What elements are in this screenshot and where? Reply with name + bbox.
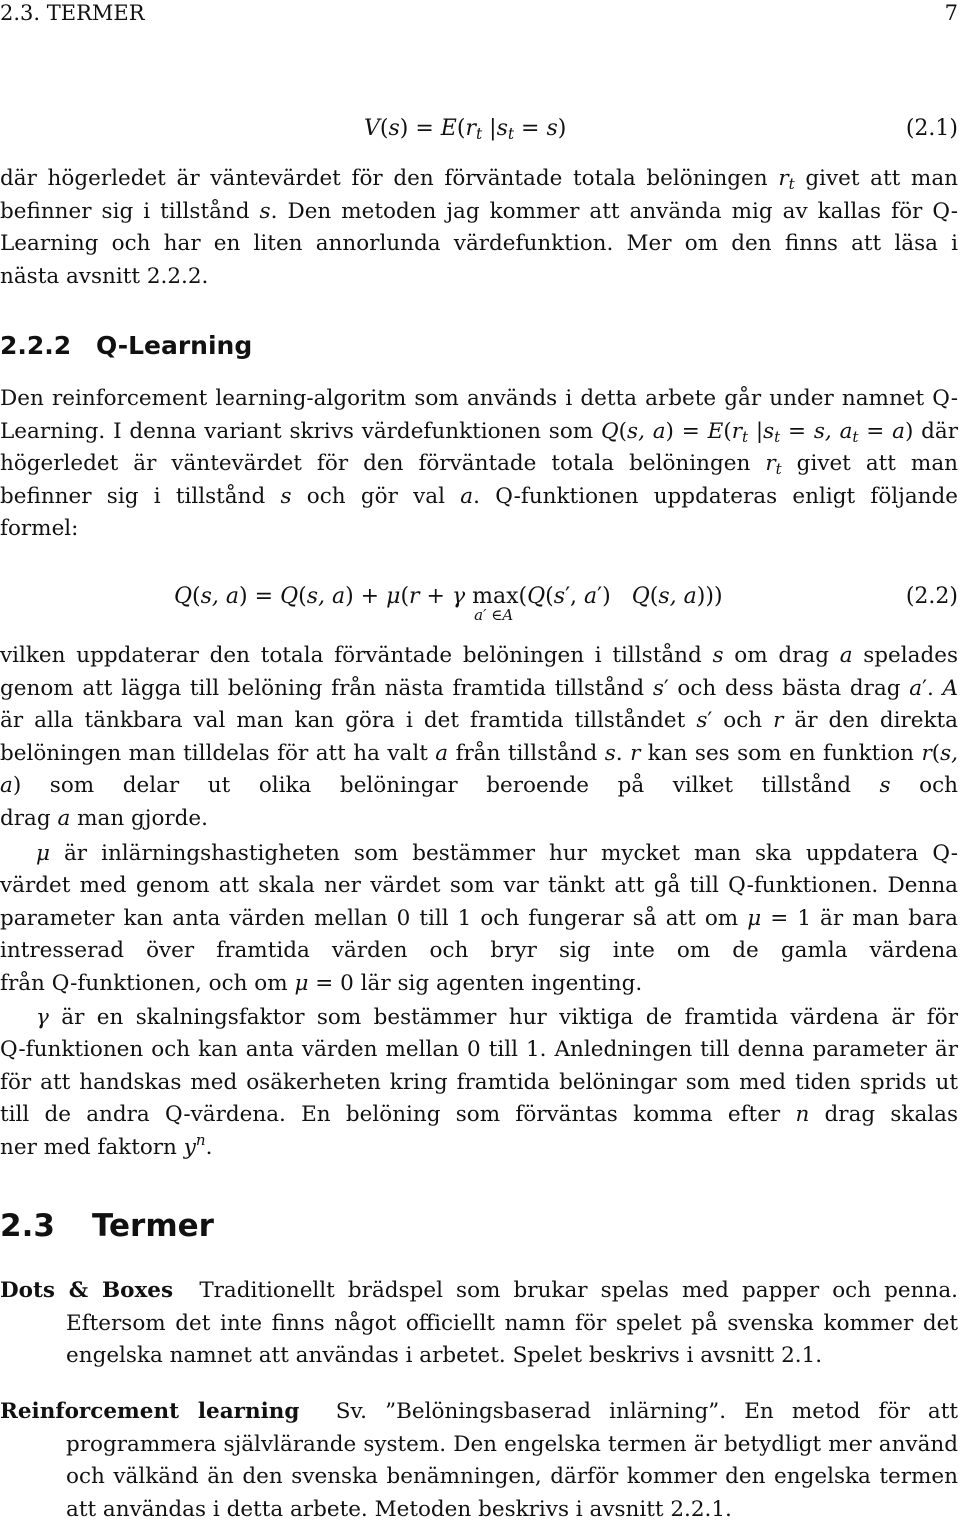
section-number: 2.2.2 <box>0 331 72 360</box>
definition-text: Traditionellt brädspel som brukar spelas med papper och penna. Eftersom det inte finns något officiellt namn för spelet på svenska kommer det engelska namnet att användas i arbetet. Spelet beskrivs i avsnitt 2.1. <box>66 1278 959 1368</box>
section-heading-2-2-2 <box>0 331 252 360</box>
section-title: Termer <box>92 1208 214 1244</box>
paragraph-learning-rate-last-line: från Q-funktionen, och om μ = 0 lär sig agenten ingenting. <box>0 971 643 996</box>
definition-term: Dots & Boxes <box>0 1278 174 1303</box>
paragraph-intro-last-line: nästa avsnitt 2.2.2. <box>0 264 209 289</box>
section-heading-2-3 <box>0 1208 214 1244</box>
definition-dots-and-boxes <box>0 1275 958 1373</box>
paragraph-update-explanation: vilken uppdaterar den totala förväntade belöningen i tillstånd s om drag a spelades genom att lägga till belöning från nästa framtida tillstånd s′ och dess bästa drag a′. A är alla tänkbara val man kan göra i det framtida tillståndet s′ och r är den direkta belöningen man tilldelas för att ha valt a från tillstånd s. r kan ses som en funktion r(s, a) som delar ut olika belöningar beroende på vilket tillstånd s och <box>0 643 958 798</box>
paragraph-discount-factor-last-line: ner med faktorn $y^n$. <box>0 1131 213 1160</box>
paragraph-q-learning: Den reinforcement learning-algoritm som används i detta arbete går under namnet Q-Learning. I denna variant skrivs värdefunktionen som Q(s, $a) = E(r_t$ $|s_t = s$, $a_t = a$) där högerledet är väntevärdet för den förväntade totala belöningen $r_t$ givet att man befinner sig i tillstånd s och gör val a. Q-funktionen uppdateras enligt följande <box>0 386 959 509</box>
equation-number-2-1: (2.1) <box>905 116 958 141</box>
paragraph-q-learning-last-line: formel: <box>0 516 79 541</box>
page-number: 7 <box>944 1 958 25</box>
paragraph-learning-rate-body: värdet med genom att skala ner värdet som var tänkt att gå till Q-funktionen. Denna parameter kan anta värden mellan 0 till 1 och fungerar så att om μ = 1 är man bara intresserad över framtida värden och bryr sig inte om de gamla värdena <box>0 873 958 963</box>
definition-text: Sv. ”Belöningsbaserad inlärning”. En metod för att programmera självlärande system. Den engelska termen är betydligt mer använd och välkänd än den svenska benämningen, därför kommer den engelska termen att användas i detta arbete. Metoden beskrivs i avsnitt 2.2.1. <box>66 1399 959 1522</box>
equation-2-2: Q(s, a) = Q(s, a) + μ(r + γ max a′ ∈A (Q(s′, a′) Q(s, a))) <box>174 584 723 624</box>
header-section: 2.3. TERMER <box>0 1 145 25</box>
equation-2-1: $V(s) = E(r_t$ $|s_t = s$) <box>364 116 567 143</box>
paragraph-learning-rate: μ är inlärningshastigheten som bestämmer hur mycket man ska uppdatera Q- <box>36 841 958 866</box>
paragraph-intro: där högerledet är väntevärdet för den förväntade totala belöningen $r_t$ givet att man befinner sig i tillstånd s. Den metoden jag kommer att använda mig av kallas för Q-Learning och har en liten annorlunda värdefunktion. Mer om den finns att läsa i <box>0 166 958 256</box>
paragraph-discount-factor-body: Q-funktionen och kan anta värden mellan 0 till 1. Anledningen till denna parameter är för att handskas med osäkerheten kring framtida belöningar som med tiden sprids ut till de andra Q-värdena. En belöning som förväntas komma efter n drag skalas <box>0 1037 958 1127</box>
section-number: 2.3 <box>0 1208 55 1244</box>
equation-number-2-2: (2.2) <box>905 584 958 609</box>
paragraph-update-explanation-last-line: drag a man gjorde. <box>0 806 208 831</box>
section-title: Q-Learning <box>96 331 253 360</box>
definition-reinforcement-learning <box>0 1396 958 1526</box>
paragraph-discount-factor: γ är en skalningsfaktor som bestämmer hur viktiga de framtida värdena är för <box>36 1005 958 1030</box>
definition-term: Reinforcement learning <box>0 1399 300 1424</box>
